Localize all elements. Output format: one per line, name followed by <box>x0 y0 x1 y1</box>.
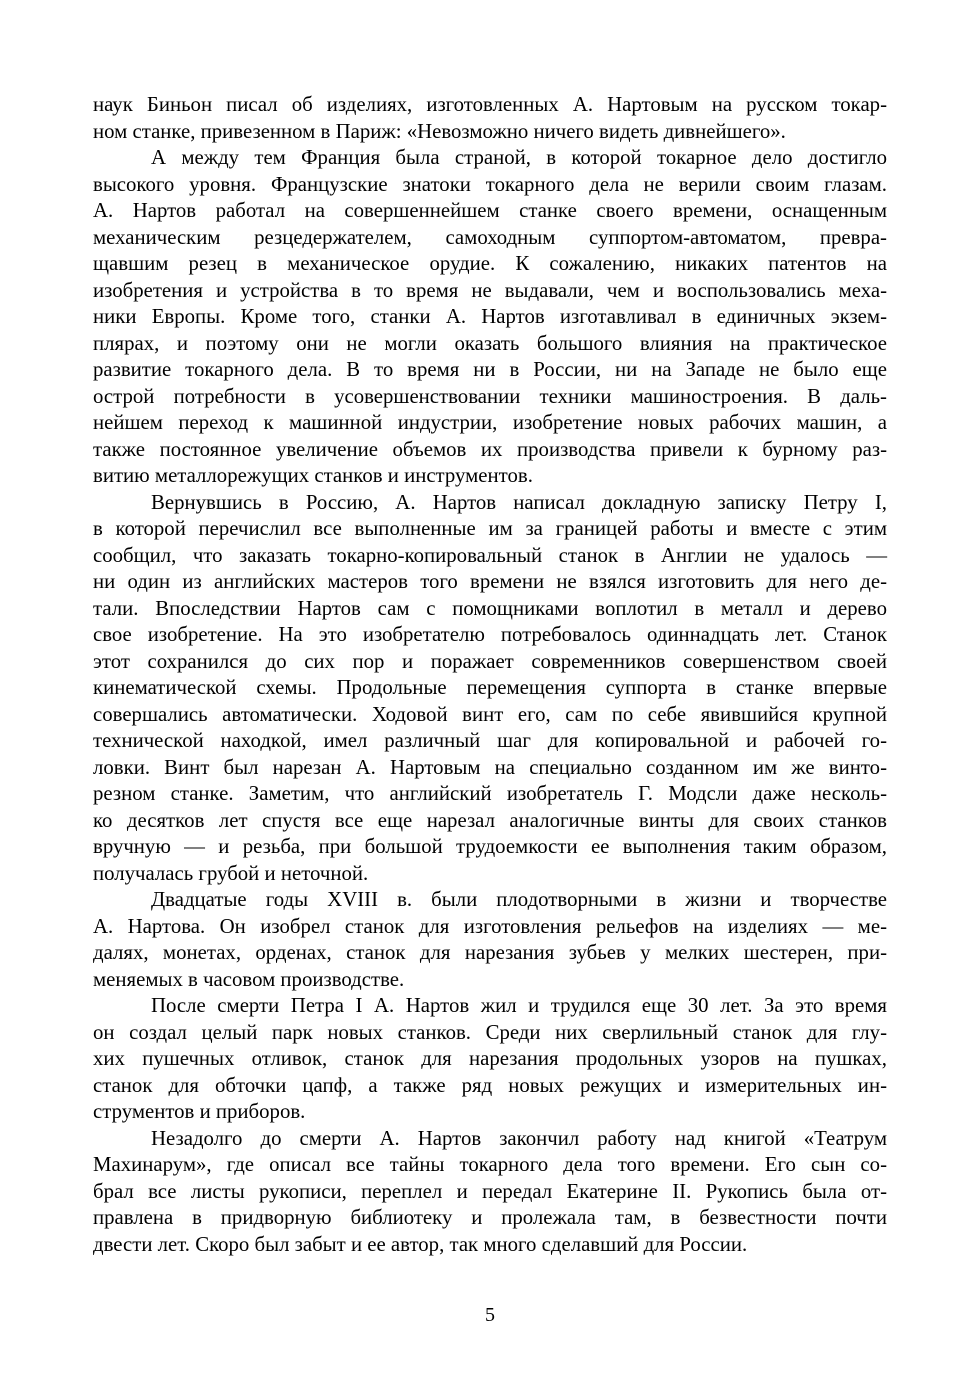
text-line: технической находкой, имел различный шаг для копировальной и рабочей го- <box>93 729 887 752</box>
paragraph-twenties <box>93 887 887 993</box>
paragraph-return-to-russia <box>93 490 887 888</box>
text-line: брал все листы рукописи, переплел и передал Екатерине II. Рукопись была от- <box>93 1179 887 1203</box>
text-line: Двадцатые годы XVIII в. были плодотворными в жизни и творчестве <box>151 888 887 911</box>
text-line: тали. Впоследствии Нартов сам с помощниками воплотил в металл и дерево <box>93 596 887 620</box>
text-line: Махинарум», где описал все тайны токарного дела того времени. Его сын со- <box>93 1153 887 1176</box>
text-body <box>93 92 887 1258</box>
text-line: в которой перечислил все выполненные им за границей работы и вместе с этим <box>93 517 887 540</box>
text-line: нейшем переход к машинной индустрии, изобретение новых рабочих машин, а <box>93 411 887 434</box>
text-line: ни один из английских мастеров того времени не взялся изготовить для него де- <box>93 570 887 593</box>
text-line: А между тем Франция была страной, в которой токарное дело достигло <box>151 146 887 169</box>
text-line: витию металлорежущих станков и инструментов. <box>93 464 533 487</box>
text-line: Вернувшись в Россию, А. Нартов написал докладную записку Петру I, <box>151 490 887 514</box>
text-line: наук Биньон писал об изделиях, изготовленных А. Нартовым на русском токар- <box>93 93 887 116</box>
text-line: хих пушечных отливок, станок для нарезания продольных узоров на пушках, <box>93 1047 887 1070</box>
paragraph-theatrum <box>93 1126 887 1259</box>
page-number: 5 <box>485 1304 495 1326</box>
text-line: кинематической схемы. Продольные перемещения суппорта в станке впервые <box>93 676 887 699</box>
paragraph-france <box>93 145 887 490</box>
text-line: также постоянное увеличение объемов их производства привели к бурному раз- <box>93 437 887 461</box>
text-line: механическим резцедержателем, самоходным суппортом-автоматом, превра- <box>93 225 887 249</box>
text-line: получалась грубой и неточной. <box>93 861 369 885</box>
paragraph-continuation <box>93 92 887 145</box>
text-line: А. Нартов работал на совершеннейшем станке своего времени, оснащенным <box>93 199 887 222</box>
text-line: изобретения и устройства в то время не выдавали, чем и воспользовались меха- <box>93 278 887 302</box>
text-line: ловки. Винт был нарезан А. Нартовым на специально созданном им же винто- <box>93 755 887 779</box>
text-line: ном станке, привезенном в Париж: «Невозможно ничего видеть дивнейшего». <box>93 119 786 143</box>
text-line: ко десятков лет спустя все еще нарезал аналогичные винты для своих станков <box>93 808 887 832</box>
text-line: меняемых в часовом производстве. <box>93 967 405 991</box>
text-line: правлена в придворную библиотеку и пролежала там, в безвестности почти <box>93 1206 887 1229</box>
text-line: А. Нартова. Он изобрел станок для изготовления рельефов на изделиях — ме- <box>93 914 887 938</box>
text-line: далях, монетах, орденах, станок для нарезания зубьев у мелких шестерен, при- <box>93 941 887 964</box>
text-line: он создал целый парк новых станков. Среди них сверлильный станок для глу- <box>93 1020 887 1044</box>
text-line: развитие токарного дела. В то время ни в России, ни на Западе не было еще <box>93 358 887 381</box>
text-line: двести лет. Скоро был забыт и ее автор, так много сделавший для России. <box>93 1232 748 1256</box>
text-line: этот сохранился до сих пор и поражает современников совершенством своей <box>93 649 887 673</box>
text-line: совершались автоматически. Ходовой винт его, сам по себе явившийся крупной <box>93 702 887 726</box>
text-line: острой потребности в усовершенствовании техники машиностроения. В даль- <box>93 384 887 408</box>
text-line: плярах, и поэтому они не могли оказать большого влияния на практическое <box>93 331 887 355</box>
text-line: высокого уровня. Французские знатоки токарного дела не верили своим глазам. <box>93 172 887 196</box>
text-line: свое изобретение. На это изобретателю потребовалось одиннадцать лет. Станок <box>93 623 887 646</box>
text-line: резном станке. Заметим, что английский изобретатель Г. Модсли даже несколь- <box>93 782 887 805</box>
paragraph-after-peter <box>93 993 887 1126</box>
text-line: Незадолго до смерти А. Нартов закончил работу над книгой «Театрум <box>151 1126 887 1150</box>
text-line: щавшим резец в механическое орудие. К сожалению, никаких патентов на <box>93 252 887 275</box>
text-line: сообщил, что заказать токарно-копировальный станок в Англии не удалось — <box>93 543 887 567</box>
text-line: вручную — и резьба, при большой трудоемкости ее выполнения таким образом, <box>93 835 887 858</box>
text-line: струментов и приборов. <box>93 1100 306 1123</box>
text-line: ники Европы. Кроме того, станки А. Нартов изготавливал в единичных экзем- <box>93 305 887 328</box>
text-line: станок для обточки цапф, а также ряд новых режущих и измерительных ин- <box>93 1073 887 1097</box>
text-line: После смерти Петра I А. Нартов жил и трудился еще 30 лет. За это время <box>151 994 887 1017</box>
